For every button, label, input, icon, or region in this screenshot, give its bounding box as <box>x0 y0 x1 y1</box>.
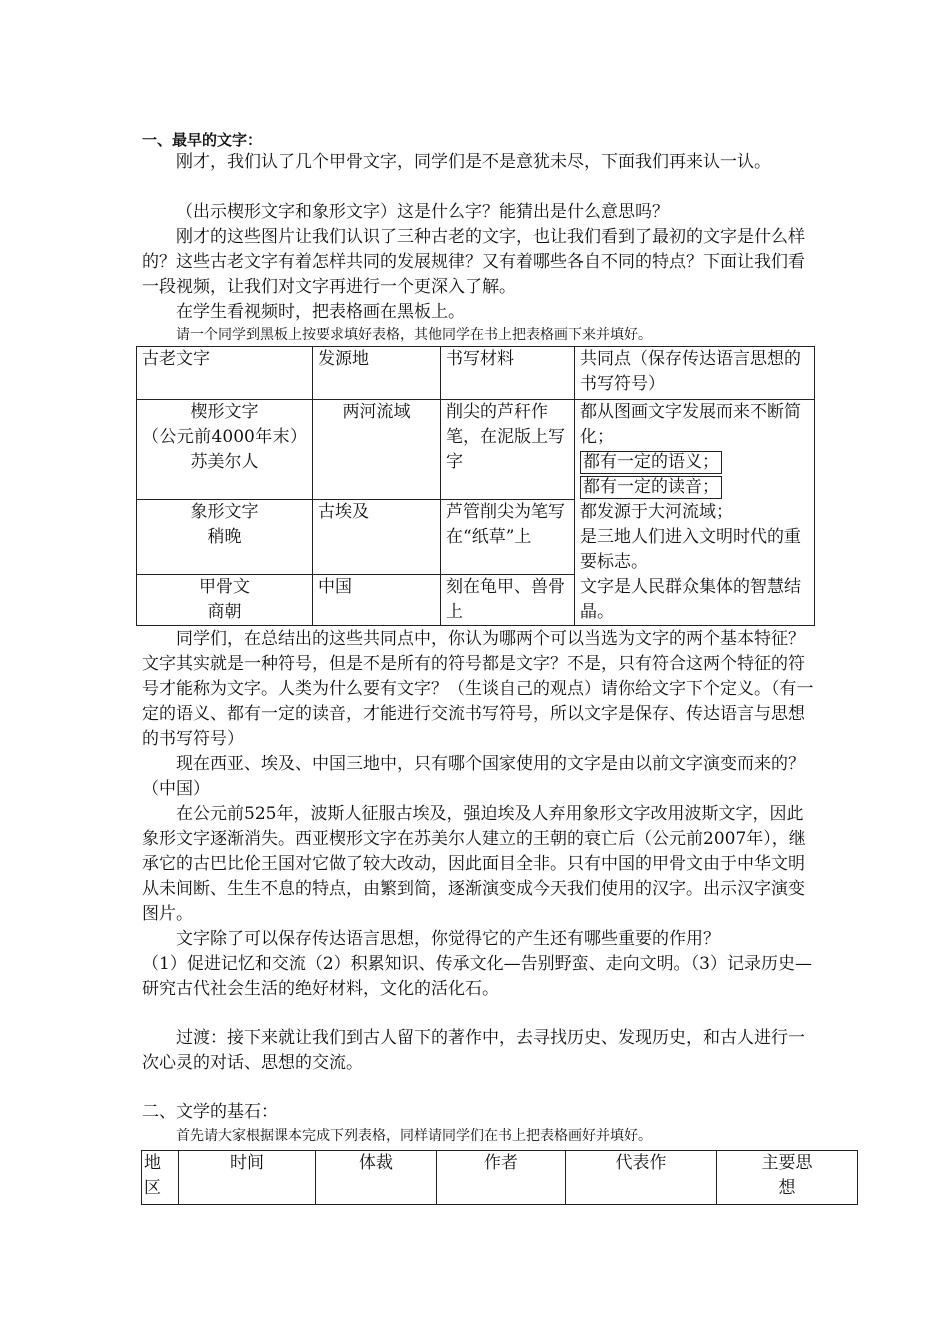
paragraph-5: 请一个同学到黑板上按要求填好表格，其他同学在书上把表格画下来并填好。 <box>176 327 652 343</box>
material-cell: 刻在龟甲、兽骨上 <box>441 575 575 626</box>
common-point: 都发源于大河流域； <box>580 502 733 522</box>
header-cell: 时间 <box>179 1151 316 1205</box>
common-point: 文字是人民群众集体的智慧结晶。 <box>580 577 801 622</box>
paragraph-9: 文字除了可以保存传达语言思想，你觉得它的产生还有哪些重要的作用？ <box>176 929 720 949</box>
common-point-boxed: 都有一定的语义； <box>580 451 722 474</box>
section-2-heading: 二、文学的基石： <box>142 1102 278 1122</box>
header-cell: 书写材料 <box>441 347 575 400</box>
origin-cell: 两河流域 <box>313 400 441 500</box>
common-point-boxed: 都有一定的读音； <box>580 476 722 499</box>
header-cell: 发源地 <box>313 347 441 400</box>
header-cell: 古老文字 <box>137 347 313 400</box>
paragraph-1: 刚才，我们认了几个甲骨文字，同学们是不是意犹未尽，下面我们再来认一认。 <box>176 152 771 172</box>
section-1-heading: 一、最早的文字： <box>142 131 263 149</box>
script-name: 甲骨文 <box>199 577 250 597</box>
paragraph-10: （1）促进记忆和交流（2）积累知识、传承文化—告别野蛮、走向文明。（3）记录历史—研究古代社会生活的绝好材料，文化的活化石。 <box>142 954 812 999</box>
table-header-row <box>142 1151 858 1205</box>
common-point: 都从图画文字发展而来不断简化； <box>580 402 801 447</box>
paragraph-3: 刚才的这些图片让我们认识了三种古老的文字，也让我们看到了最初的文字是什么样的？这些古老文字有着怎样共同的发展规律？又有着哪些各自不同的特点？下面让我们看一段视频，让我们对文字再进行一个更深入了解。 <box>142 227 805 297</box>
common-point: 是三地人们进入文明时代的重要标志。 <box>580 527 801 572</box>
script-date: 商朝 <box>207 602 242 622</box>
table-row <box>137 400 815 500</box>
script-date: 稍晚 <box>207 527 242 547</box>
origin-cell: 中国 <box>313 575 441 626</box>
header-cell: 共同点（保存传达语言思想的书写符号） <box>575 347 815 400</box>
header-cell: 作者 <box>437 1151 566 1205</box>
script-cell <box>137 575 313 626</box>
paragraph-8: 在公元前525年，波斯人征服古埃及，强迫埃及人弃用象形文字改用波斯文字，因此象形文字逐渐消失。西亚楔形文字在苏美尔人建立的王朝的衰亡后（公元前2007年），继承它的古巴比伦王国对它做了较大改动，因此面目全非。只有中国的甲骨文由于中华文明从未间断、生生不息的特点，由繁到简，逐渐演变成今天我们使用的汉字。出示汉字演变图片。 <box>142 804 806 924</box>
origin-cell: 古埃及 <box>313 500 441 575</box>
material-cell: 削尖的芦秆作笔，在泥版上写字 <box>441 400 575 500</box>
script-name: 楔形文字 <box>190 402 259 422</box>
header-cell: 体裁 <box>316 1151 437 1205</box>
paragraph-7: 现在西亚、埃及、中国三地中，只有哪个国家使用的文字是由以前文字演变而来的？（中国） <box>142 754 805 799</box>
paragraph-12: 首先请大家根据课本完成下列表格，同样请同学们在书上把表格画好并填好。 <box>176 1128 652 1144</box>
material-cell: 芦管削尖为笔写在“纸草”上 <box>441 500 575 575</box>
script-name: 象形文字 <box>190 502 259 522</box>
header-cell: 主要思想 <box>717 1151 858 1205</box>
script-date: （公元前4000年末） <box>142 427 307 447</box>
literature-table <box>141 1150 858 1205</box>
script-cell <box>137 500 313 575</box>
paragraph-4: 在学生看视频时，把表格画在黑板上。 <box>176 302 465 322</box>
header-cell: 地区 <box>142 1151 179 1205</box>
common-points-cell <box>575 400 815 626</box>
ancient-scripts-table <box>136 346 815 626</box>
table-header-row <box>137 347 815 400</box>
paragraph-11: 过渡：接下来就让我们到古人留下的著作中，去寻找历史、发现历史，和古人进行一次心灵的对话、思想的交流。 <box>142 1028 805 1073</box>
paragraph-6: 同学们，在总结出的这些共同点中，你认为哪两个可以当选为文字的两个基本特征？文字其实就是一种符号，但是不是所有的符号都是文字？不是，只有符合这两个特征的符号才能称为文字。人类为什么要有文字？（生谈自己的观点）请你给文字下个定义。（有一定的语义、都有一定的读音，才能进行交流书写符号，所以文字是保存、传达语言与思想的书写符号） <box>142 629 814 749</box>
script-people: 苏美尔人 <box>190 452 259 472</box>
paragraph-2: （出示楔形文字和象形文字）这是什么字？能猜出是什么意思吗？ <box>176 202 669 222</box>
header-cell: 代表作 <box>566 1151 717 1205</box>
script-cell <box>137 400 313 500</box>
